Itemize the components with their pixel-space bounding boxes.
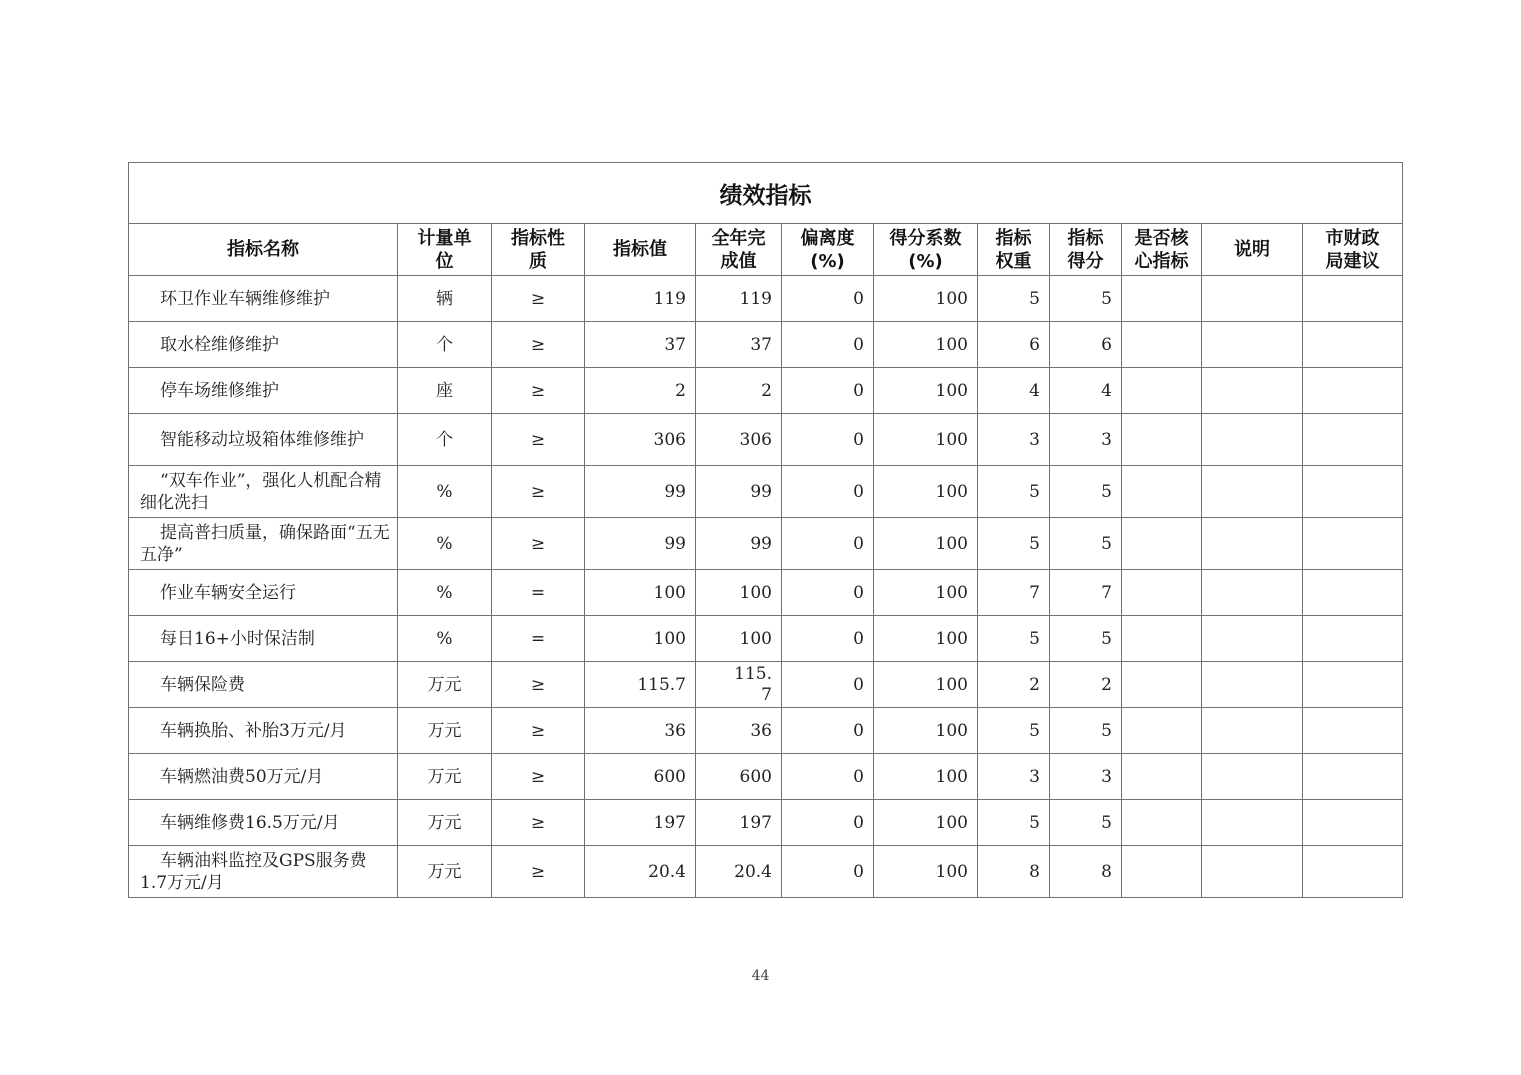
row-target: 100 <box>585 616 696 662</box>
row-target: 20.4 <box>585 846 696 898</box>
row-advice <box>1303 708 1403 754</box>
row-target: 600 <box>585 754 696 800</box>
row-advice <box>1303 754 1403 800</box>
row-actual: 119 <box>696 276 782 322</box>
row-weight: 5 <box>978 518 1050 570</box>
row-actual: 99 <box>696 518 782 570</box>
row-deviation: 0 <box>782 322 874 368</box>
header-name: 指标名称 <box>129 224 398 276</box>
table-row <box>129 570 1403 616</box>
row-name: 提高普扫质量，确保路面“五无五净” <box>129 518 398 570</box>
row-coefficient: 100 <box>874 414 978 466</box>
table-row <box>129 414 1403 466</box>
row-coefficient: 100 <box>874 570 978 616</box>
row-core <box>1122 322 1202 368</box>
row-nature: = <box>492 616 585 662</box>
table-row <box>129 708 1403 754</box>
row-name: 车辆维修费16.5万元/月 <box>129 800 398 846</box>
row-name: 每日16+小时保洁制 <box>129 616 398 662</box>
row-nature: ≥ <box>492 800 585 846</box>
table-row <box>129 800 1403 846</box>
header-weight: 指标 权重 <box>978 224 1050 276</box>
row-deviation: 0 <box>782 662 874 708</box>
row-advice <box>1303 518 1403 570</box>
row-core <box>1122 754 1202 800</box>
row-core <box>1122 276 1202 322</box>
header-deviation: 偏离度 (%) <box>782 224 874 276</box>
row-deviation: 0 <box>782 754 874 800</box>
row-actual: 115.7 <box>696 662 782 708</box>
row-nature: ≥ <box>492 518 585 570</box>
row-weight: 6 <box>978 322 1050 368</box>
row-coefficient: 100 <box>874 754 978 800</box>
row-core <box>1122 414 1202 466</box>
row-advice <box>1303 570 1403 616</box>
row-score: 5 <box>1050 800 1122 846</box>
row-deviation: 0 <box>782 276 874 322</box>
row-unit: 万元 <box>398 846 492 898</box>
header-target: 指标值 <box>585 224 696 276</box>
row-name: “双车作业”，强化人机配合精细化洗扫 <box>129 466 398 518</box>
row-weight: 3 <box>978 414 1050 466</box>
row-target: 197 <box>585 800 696 846</box>
row-nature: ≥ <box>492 708 585 754</box>
row-note <box>1202 662 1303 708</box>
row-score: 3 <box>1050 754 1122 800</box>
row-actual: 306 <box>696 414 782 466</box>
header-note: 说明 <box>1202 224 1303 276</box>
table-row <box>129 846 1403 898</box>
row-advice <box>1303 466 1403 518</box>
row-advice <box>1303 276 1403 322</box>
row-score: 6 <box>1050 322 1122 368</box>
row-deviation: 0 <box>782 846 874 898</box>
row-name: 作业车辆安全运行 <box>129 570 398 616</box>
row-name: 环卫作业车辆维修维护 <box>129 276 398 322</box>
row-score: 5 <box>1050 708 1122 754</box>
table-row <box>129 662 1403 708</box>
row-score: 5 <box>1050 276 1122 322</box>
row-score: 5 <box>1050 616 1122 662</box>
row-weight: 7 <box>978 570 1050 616</box>
row-coefficient: 100 <box>874 662 978 708</box>
row-target: 115.7 <box>585 662 696 708</box>
row-actual: 20.4 <box>696 846 782 898</box>
row-deviation: 0 <box>782 616 874 662</box>
row-weight: 4 <box>978 368 1050 414</box>
row-advice <box>1303 846 1403 898</box>
row-target: 119 <box>585 276 696 322</box>
row-advice <box>1303 616 1403 662</box>
header-nature: 指标性 质 <box>492 224 585 276</box>
row-actual: 600 <box>696 754 782 800</box>
table-row <box>129 616 1403 662</box>
table-row <box>129 368 1403 414</box>
row-unit: 万元 <box>398 754 492 800</box>
row-coefficient: 100 <box>874 616 978 662</box>
row-note <box>1202 368 1303 414</box>
row-coefficient: 100 <box>874 708 978 754</box>
row-core <box>1122 846 1202 898</box>
row-core <box>1122 662 1202 708</box>
header-row <box>129 224 1403 276</box>
row-deviation: 0 <box>782 800 874 846</box>
row-coefficient: 100 <box>874 800 978 846</box>
row-deviation: 0 <box>782 570 874 616</box>
row-actual: 2 <box>696 368 782 414</box>
row-core <box>1122 518 1202 570</box>
row-target: 99 <box>585 518 696 570</box>
row-name: 智能移动垃圾箱体维修维护 <box>129 414 398 466</box>
row-core <box>1122 708 1202 754</box>
row-note <box>1202 846 1303 898</box>
row-note <box>1202 466 1303 518</box>
performance-indicator-sheet <box>128 162 1402 898</box>
row-core <box>1122 466 1202 518</box>
row-coefficient: 100 <box>874 466 978 518</box>
row-score: 5 <box>1050 466 1122 518</box>
row-weight: 5 <box>978 708 1050 754</box>
row-advice <box>1303 662 1403 708</box>
header-actual: 全年完 成值 <box>696 224 782 276</box>
row-nature: ≥ <box>492 368 585 414</box>
row-unit: % <box>398 570 492 616</box>
row-core <box>1122 570 1202 616</box>
row-deviation: 0 <box>782 708 874 754</box>
row-name: 车辆换胎、补胎3万元/月 <box>129 708 398 754</box>
row-name: 车辆油料监控及GPS服务费1.7万元/月 <box>129 846 398 898</box>
row-nature: = <box>492 570 585 616</box>
row-actual: 100 <box>696 616 782 662</box>
row-nature: ≥ <box>492 662 585 708</box>
row-weight: 8 <box>978 846 1050 898</box>
row-note <box>1202 322 1303 368</box>
row-unit: % <box>398 616 492 662</box>
table-title: 绩效指标 <box>129 163 1403 224</box>
row-score: 5 <box>1050 518 1122 570</box>
row-advice <box>1303 322 1403 368</box>
row-weight: 5 <box>978 276 1050 322</box>
row-score: 7 <box>1050 570 1122 616</box>
row-deviation: 0 <box>782 414 874 466</box>
row-note <box>1202 800 1303 846</box>
row-coefficient: 100 <box>874 518 978 570</box>
row-name: 停车场维修维护 <box>129 368 398 414</box>
row-score: 4 <box>1050 368 1122 414</box>
row-actual: 99 <box>696 466 782 518</box>
row-note <box>1202 570 1303 616</box>
row-advice <box>1303 414 1403 466</box>
row-target: 36 <box>585 708 696 754</box>
row-weight: 5 <box>978 616 1050 662</box>
row-coefficient: 100 <box>874 322 978 368</box>
table-body <box>129 276 1403 898</box>
row-actual: 197 <box>696 800 782 846</box>
page-number: 44 <box>751 968 770 984</box>
row-weight: 5 <box>978 800 1050 846</box>
row-score: 3 <box>1050 414 1122 466</box>
title-row <box>129 163 1403 224</box>
row-deviation: 0 <box>782 368 874 414</box>
row-name: 取水栓维修维护 <box>129 322 398 368</box>
row-target: 306 <box>585 414 696 466</box>
performance-indicator-table <box>128 162 1403 898</box>
row-note <box>1202 276 1303 322</box>
row-core <box>1122 368 1202 414</box>
header-score: 指标 得分 <box>1050 224 1122 276</box>
row-advice <box>1303 368 1403 414</box>
row-unit: % <box>398 518 492 570</box>
table-row <box>129 466 1403 518</box>
row-nature: ≥ <box>492 322 585 368</box>
table-row <box>129 322 1403 368</box>
row-coefficient: 100 <box>874 368 978 414</box>
row-actual: 37 <box>696 322 782 368</box>
row-note <box>1202 414 1303 466</box>
row-nature: ≥ <box>492 466 585 518</box>
row-target: 37 <box>585 322 696 368</box>
table-row <box>129 518 1403 570</box>
row-weight: 5 <box>978 466 1050 518</box>
row-actual: 36 <box>696 708 782 754</box>
header-advice: 市财政 局建议 <box>1303 224 1403 276</box>
row-core <box>1122 800 1202 846</box>
row-unit: 个 <box>398 414 492 466</box>
row-weight: 3 <box>978 754 1050 800</box>
row-nature: ≥ <box>492 754 585 800</box>
header-unit: 计量单 位 <box>398 224 492 276</box>
row-actual: 100 <box>696 570 782 616</box>
row-nature: ≥ <box>492 276 585 322</box>
row-unit: 万元 <box>398 662 492 708</box>
row-unit: 个 <box>398 322 492 368</box>
row-coefficient: 100 <box>874 846 978 898</box>
row-coefficient: 100 <box>874 276 978 322</box>
header-core: 是否核 心指标 <box>1122 224 1202 276</box>
row-unit: % <box>398 466 492 518</box>
row-core <box>1122 616 1202 662</box>
row-score: 8 <box>1050 846 1122 898</box>
row-target: 100 <box>585 570 696 616</box>
row-note <box>1202 708 1303 754</box>
row-target: 99 <box>585 466 696 518</box>
row-score: 2 <box>1050 662 1122 708</box>
row-note <box>1202 518 1303 570</box>
table-row <box>129 754 1403 800</box>
row-unit: 辆 <box>398 276 492 322</box>
row-weight: 2 <box>978 662 1050 708</box>
row-unit: 座 <box>398 368 492 414</box>
table-row <box>129 276 1403 322</box>
header-coefficient: 得分系数 (%) <box>874 224 978 276</box>
row-unit: 万元 <box>398 708 492 754</box>
row-note <box>1202 754 1303 800</box>
row-note <box>1202 616 1303 662</box>
row-target: 2 <box>585 368 696 414</box>
row-advice <box>1303 800 1403 846</box>
row-nature: ≥ <box>492 414 585 466</box>
row-deviation: 0 <box>782 466 874 518</box>
row-unit: 万元 <box>398 800 492 846</box>
row-deviation: 0 <box>782 518 874 570</box>
row-name: 车辆保险费 <box>129 662 398 708</box>
row-name: 车辆燃油费50万元/月 <box>129 754 398 800</box>
row-nature: ≥ <box>492 846 585 898</box>
